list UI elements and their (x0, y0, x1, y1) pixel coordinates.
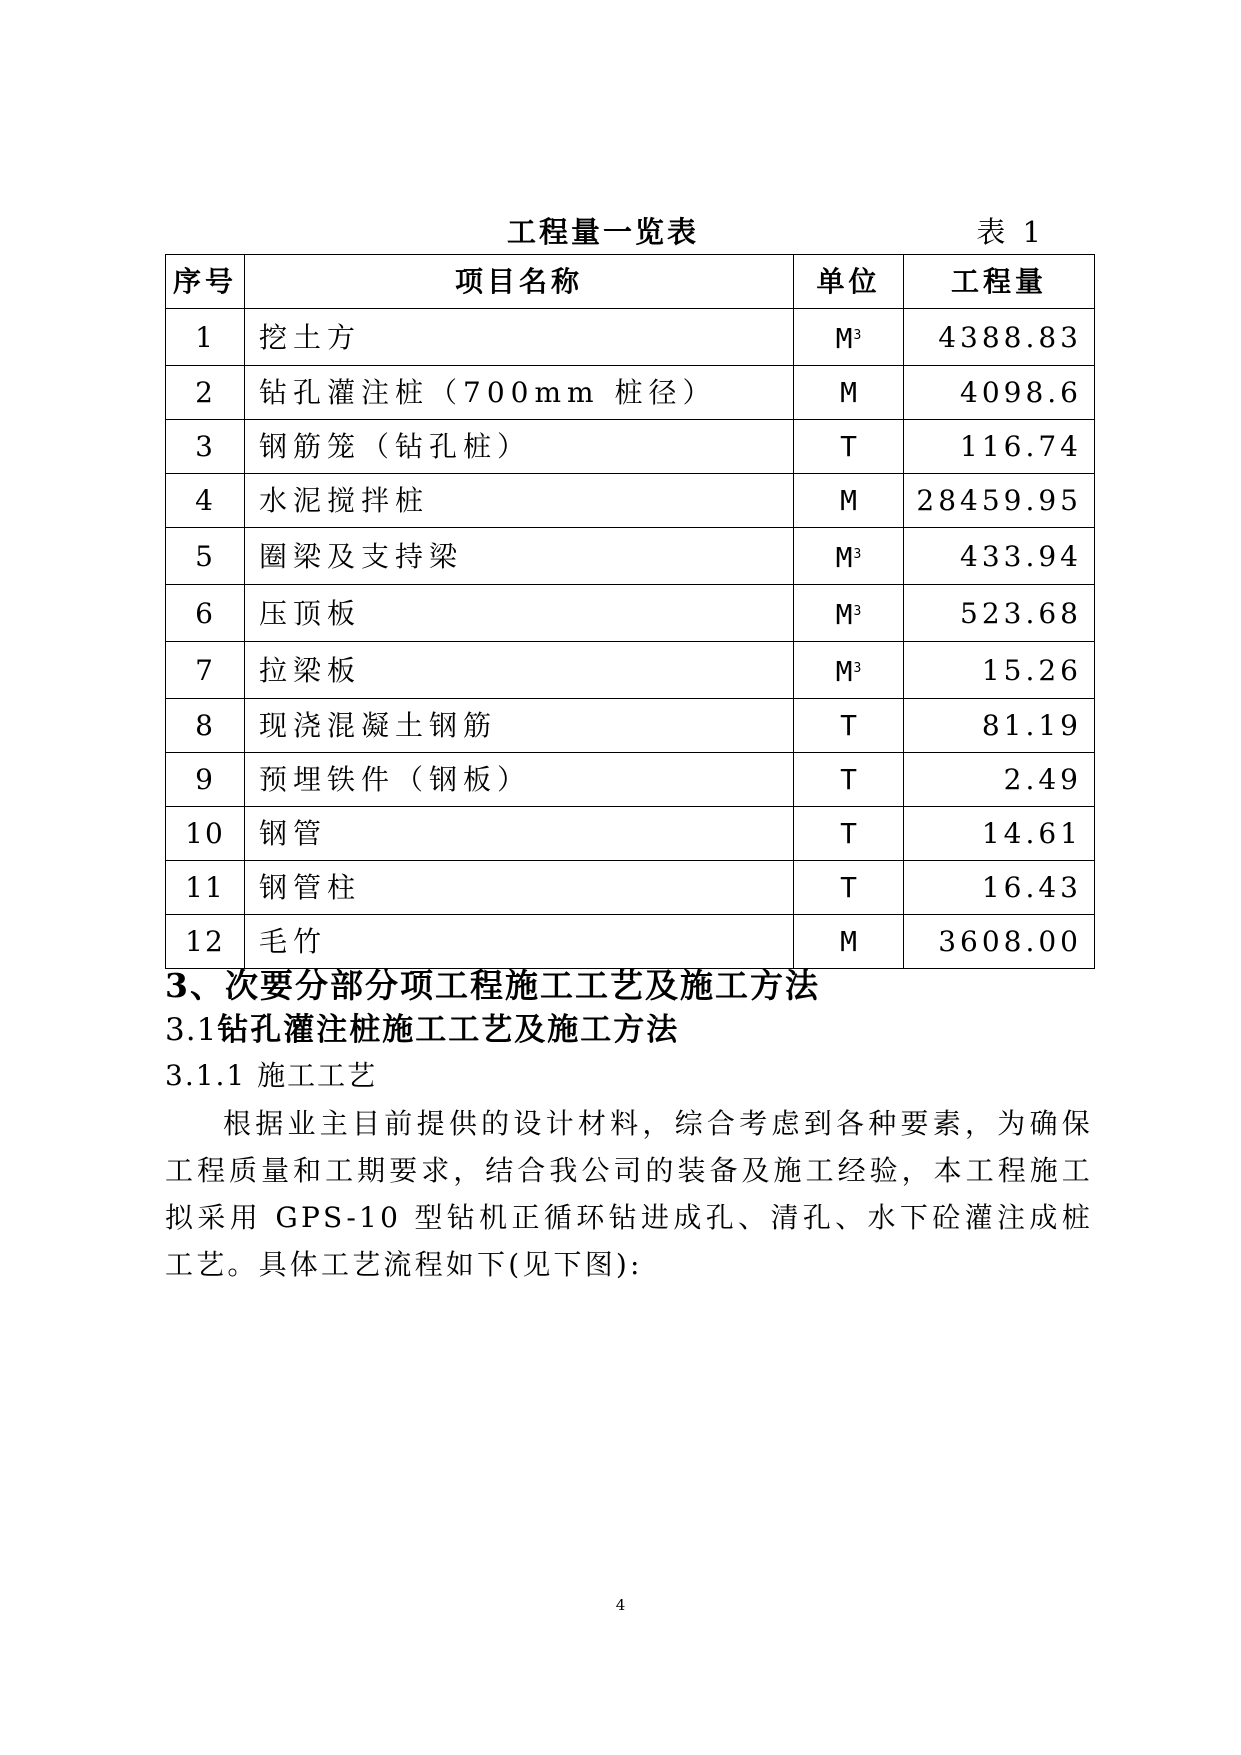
cell-no: 3 (166, 420, 245, 474)
table-row (166, 699, 1095, 753)
cell-qty: 81.19 (904, 699, 1095, 753)
cell-name: 钻孔灌注桩（700mm 桩径） (245, 366, 794, 420)
cell-name: 钢管柱 (245, 861, 794, 915)
cell-no: 2 (166, 366, 245, 420)
cell-unit (794, 420, 904, 474)
cell-qty: 116.74 (904, 420, 1095, 474)
cell-no: 12 (166, 915, 245, 969)
cell-no: 7 (166, 642, 245, 699)
cell-unit (794, 309, 904, 366)
cell-qty: 4388.83 (904, 309, 1095, 366)
cell-no: 8 (166, 699, 245, 753)
cell-name: 拉梁板 (245, 642, 794, 699)
unit-label: M (840, 925, 857, 958)
table-caption (165, 210, 1095, 254)
table-row (166, 528, 1095, 585)
table-row (166, 366, 1095, 420)
table-row (166, 807, 1095, 861)
table-row (166, 585, 1095, 642)
table-row (166, 420, 1095, 474)
table-row (166, 753, 1095, 807)
cell-name: 毛竹 (245, 915, 794, 969)
unit-label: M (840, 484, 857, 517)
cell-unit (794, 699, 904, 753)
unit-label: T (840, 709, 857, 742)
cell-unit (794, 807, 904, 861)
cell-name: 现浇混凝土钢筋 (245, 699, 794, 753)
subsection-title: 钻孔灌注桩施工工艺及施工方法 (217, 1012, 680, 1048)
table-number: 表 1 (976, 215, 1045, 249)
cell-qty: 15.26 (904, 642, 1095, 699)
unit-superscript: 3 (853, 547, 862, 562)
cell-unit (794, 474, 904, 528)
cell-unit (794, 585, 904, 642)
body-paragraph: 根据业主目前提供的设计材料，综合考虑到各种要素，为确保工程质量和工期要求，结合我公司的装备及施工经验，本工程施工拟采用 GPS-10 型钻机正循环钻进成孔、清孔、水下砼灌注成桩工艺。具体工艺流程如下(见下图): (165, 1107, 1093, 1281)
unit-label: M (835, 322, 853, 355)
section-heading: 3、次要分部分项工程施工工艺及施工方法 (165, 966, 820, 1005)
subsection-heading (165, 1006, 679, 1054)
cell-unit (794, 915, 904, 969)
cell-qty: 2.49 (904, 753, 1095, 807)
cell-qty: 433.94 (904, 528, 1095, 585)
unit-label: T (840, 430, 857, 463)
cell-qty: 28459.95 (904, 474, 1095, 528)
unit-label: M (835, 541, 853, 574)
unit-superscript: 3 (853, 604, 862, 619)
cell-qty: 3608.00 (904, 915, 1095, 969)
cell-name: 压顶板 (245, 585, 794, 642)
table-row (166, 642, 1095, 699)
header-no: 序号 (166, 255, 245, 309)
subsection-number: 3.1 (165, 1012, 218, 1048)
cell-qty: 16.43 (904, 861, 1095, 915)
unit-label: T (840, 763, 857, 796)
cell-no: 9 (166, 753, 245, 807)
table-row (166, 474, 1095, 528)
header-qty: 工程量 (904, 255, 1095, 309)
unit-superscript: 3 (853, 328, 862, 343)
subsubsection-heading: 3.1.1 施工工艺 (165, 1059, 378, 1092)
cell-no: 4 (166, 474, 245, 528)
cell-no: 11 (166, 861, 245, 915)
cell-unit (794, 642, 904, 699)
unit-label: T (840, 817, 857, 850)
page-number: 4 (615, 1596, 626, 1614)
unit-label: T (840, 871, 857, 904)
table-title: 工程量一览表 (506, 215, 699, 249)
cell-unit (794, 366, 904, 420)
cell-name: 钢筋笼（钻孔桩） (245, 420, 794, 474)
unit-label: M (840, 376, 857, 409)
unit-label: M (835, 598, 853, 631)
cell-name: 水泥搅拌桩 (245, 474, 794, 528)
table-header-row (166, 255, 1095, 309)
cell-qty: 4098.6 (904, 366, 1095, 420)
table-row (166, 915, 1095, 969)
cell-name: 挖土方 (245, 309, 794, 366)
cell-name: 预埋铁件（钢板） (245, 753, 794, 807)
cell-name: 圈梁及支持梁 (245, 528, 794, 585)
cell-qty: 14.61 (904, 807, 1095, 861)
header-name: 项目名称 (245, 255, 794, 309)
quantity-table (165, 254, 1095, 969)
cell-no: 10 (166, 807, 245, 861)
cell-name: 钢管 (245, 807, 794, 861)
unit-superscript: 3 (853, 661, 862, 676)
cell-unit (794, 528, 904, 585)
cell-no: 6 (166, 585, 245, 642)
cell-unit (794, 753, 904, 807)
cell-qty: 523.68 (904, 585, 1095, 642)
unit-label: M (835, 655, 853, 688)
table-row (166, 309, 1095, 366)
cell-unit (794, 861, 904, 915)
cell-no: 1 (166, 309, 245, 366)
header-unit: 单位 (794, 255, 904, 309)
cell-no: 5 (166, 528, 245, 585)
table-row (166, 861, 1095, 915)
